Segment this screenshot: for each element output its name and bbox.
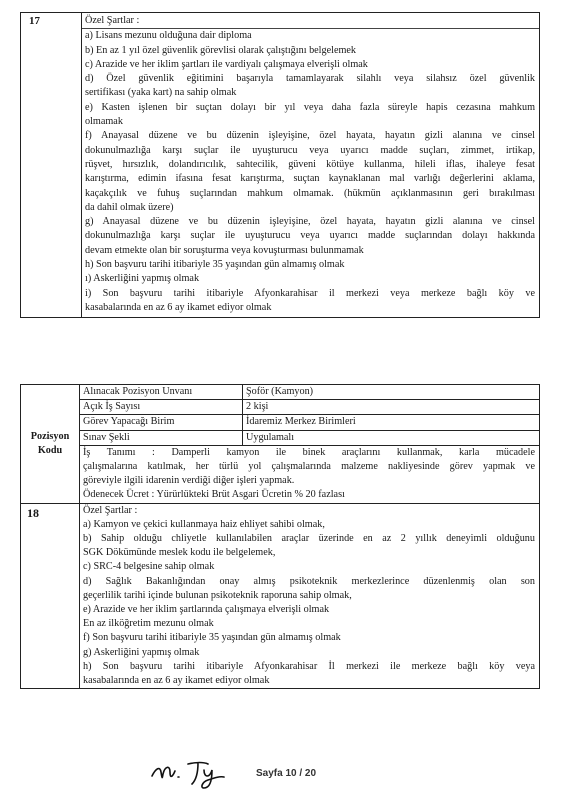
condition-line: devam etmekte olan bir soruşturma veya kovuşturması bulunmamak <box>85 244 364 256</box>
job-def-line: göreviyle ilgili idarenin verdiği diğer işleri yapmak. <box>83 475 295 487</box>
condition-line: e) Arazide ve her iklim şartlarında çalışmaya elverişli olmak <box>83 604 330 616</box>
page-number: Sayfa 10 / 20 <box>256 768 317 779</box>
condition-line: b) Sahip olduğu chliyetle kullanılabilen araçlar üzerinde en az 2 yıllık deneyimli olduğunu <box>83 533 535 545</box>
condition-line: c) Arazide ve her iklim şartları ile vardiyalı çalışmaya elverişli olmak <box>85 58 368 70</box>
position-code-label: Pozisyon Kodu <box>21 385 80 504</box>
section-18-number: 18 <box>21 503 80 689</box>
condition-line: f) Anayasal düzene ve bu düzenin işleyişine, özel hayata, hayatın gizli alanına ve cinsel <box>85 130 535 142</box>
row-label: Görev Yapacağı Birim <box>80 415 243 430</box>
condition-line: kaçakçılık ve fuhuş suçlarından mahkum olmamak. (hükmün açıklanmasının geri bırakılması <box>85 187 535 199</box>
condition-line: g) Askerliğini yapmış olmak <box>83 646 200 658</box>
row-value: Uygulamalı <box>243 430 540 445</box>
row-label: Alınacak Pozisyon Unvanı <box>80 385 243 400</box>
condition-line: SGK Dökümünde meslek kodu ile belgelemek, <box>83 547 276 559</box>
special-conditions-title: Özel Şartlar : <box>85 15 140 26</box>
condition-line: g) Anayasal düzene ve bu düzenin işleyişine, özel hayata, hayatın gizli alanına ve cinsel <box>85 216 535 228</box>
condition-line: i) Son başvuru tarihi itibariyle Afyonkarahisar il merkezi veya merkeze bağlı köy ve <box>85 287 535 299</box>
condition-line: ı) Askerliğini yapmış olmak <box>85 273 200 285</box>
condition-line: f) Son başvuru tarihi itibariyle 35 yaşından gün almamış olmak <box>83 632 341 644</box>
handwritten-signature <box>148 750 258 790</box>
condition-line: h) Son başvuru tarihi itibariyle Afyonkarahisar İl merkezi ile merkeze bağlı köy veya <box>83 660 535 672</box>
job-def-line: İş Tanımı : Damperli kamyon ile binek araçlarını kullanmak, karla mücadele <box>83 446 535 458</box>
condition-line: dokunulmazlığa karşı suçlar ile uyuşturucu veya uyarıcı madde suçları, zimmet, irtikap, <box>85 144 535 156</box>
job-definition <box>80 445 540 503</box>
condition-line: rüşvet, hırsızlık, dolandırıcılık, sahtecilik, güveni kötüye kullanma, hileli iflas, ihaleye fesat <box>85 158 535 170</box>
condition-line: dokunulmazlığa karşı suçlar ile uyuşturucu veya uyarıcı madde suçlarından dolayı hakkında <box>85 230 535 242</box>
condition-line: karıştırma, edimin ifasına fesat karıştırma, suçtan kaynaklanan mal varlığı değerlerini aklama, <box>85 173 535 185</box>
job-def-line: çalışmalarına katılmak, her türlü yol çalışmalarında malzeme nakliyesinde görev yapmak ve <box>83 461 535 473</box>
section-17-conditions <box>82 13 540 318</box>
condition-line: sertifikası (yaka kart) na sahip olmak <box>85 87 237 99</box>
condition-line: kasabalarında en az 6 ay ikamet ediyor olmak <box>83 675 270 687</box>
section-17-number: 17 <box>21 13 82 318</box>
condition-line: kasabalarında en az 6 ay ikamet ediyor olmak <box>85 301 272 313</box>
condition-line: En az ilköğretim mezunu olmak <box>83 618 214 630</box>
section-18-table <box>20 384 540 689</box>
condition-line: d) Sağlık Bakanlığından onay almış psikoteknik merkezlerince düzenlenmiş olan son <box>83 575 535 587</box>
condition-line: d) Özel güvenlik eğitimini başarıyla tamamlayarak silahlı veya silahsız özel güvenlik <box>85 73 535 85</box>
row-label: Sınav Şekli <box>80 430 243 445</box>
condition-line: b) En az 1 yıl özel güvenlik görevlisi olarak çalıştığını belgelemek <box>85 44 357 56</box>
row-value: 2 kişi <box>243 400 540 415</box>
condition-line: a) Lisans mezunu olduğuna dair diploma <box>85 30 252 42</box>
special-conditions-title: Özel Şartlar : <box>83 504 138 516</box>
condition-line: da dahil olmak üzere) <box>85 201 174 213</box>
condition-line: geçerlilik tarihi içinde bulunan psikoteknik raporuna sahip olmak, <box>83 589 352 601</box>
condition-line: h) Son başvuru tarihi itibariyle 35 yaşından gün almamış olmak <box>85 259 345 271</box>
row-value: İdaremiz Merkez Birimleri <box>243 415 540 430</box>
condition-line: a) Kamyon ve çekici kullanmaya haiz ehliyet sahibi olmak, <box>83 518 325 530</box>
row-label: Açık İş Sayısı <box>80 400 243 415</box>
row-value: Şoför (Kamyon) <box>243 385 540 400</box>
section-17-table <box>20 12 540 318</box>
section-18-conditions <box>80 503 540 689</box>
condition-line: e) Kasten işlenen bir suçtan dolayı bir yıl veya daha fazla süreyle hapis cezasına mahkum <box>85 101 535 113</box>
condition-line: olmamak <box>85 116 123 128</box>
wage-line: Ödenecek Ücret : Yürürlükteki Brüt Asgari Ücretin % 20 fazlası <box>83 489 345 501</box>
condition-line: c) SRC-4 belgesine sahip olmak <box>83 561 215 573</box>
